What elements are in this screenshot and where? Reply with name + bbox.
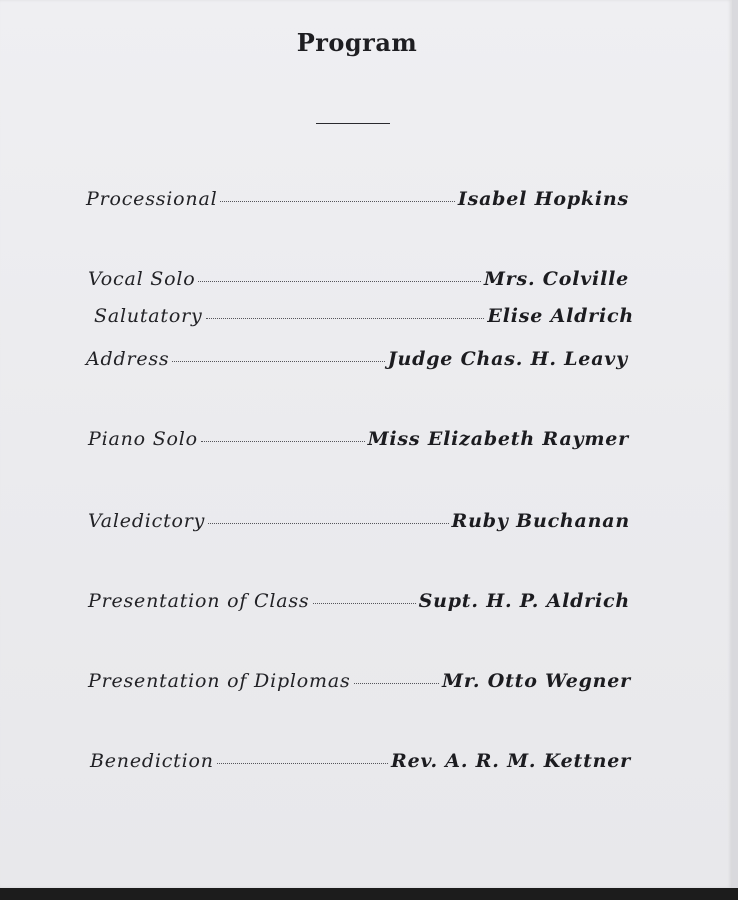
program-item-salutatory [94, 305, 634, 327]
title-divider [316, 123, 390, 124]
program-item-piano-solo [88, 428, 629, 450]
dot-leader [206, 318, 485, 319]
dot-leader [354, 683, 439, 684]
dot-leader [208, 523, 448, 524]
item-performer: Judge Chas. H. Leavy [387, 348, 628, 370]
item-performer: Isabel Hopkins [457, 188, 629, 210]
item-performer: Ruby Buchanan [451, 510, 630, 532]
item-part: Vocal Solo [88, 268, 196, 290]
program-item-benediction [90, 750, 631, 772]
program-item-valedictory [88, 510, 630, 532]
program-item-presentation-of-diplomas [88, 670, 631, 692]
item-part: Address [86, 348, 170, 370]
page-edge-right [732, 0, 738, 900]
item-performer: Elise Aldrich [487, 305, 634, 327]
item-performer: Mr. Otto Wegner [442, 670, 631, 692]
dot-leader [217, 763, 388, 764]
dot-leader [220, 201, 454, 202]
item-part: Benediction [90, 750, 214, 772]
item-part: Presentation of Diplomas [88, 670, 351, 692]
program-item-presentation-of-class [88, 590, 630, 612]
program-item-processional [86, 188, 629, 210]
program-item-vocal-solo [88, 268, 629, 290]
program-item-address [86, 348, 628, 370]
item-performer: Supt. H. P. Aldrich [418, 590, 630, 612]
page-edge-bottom [0, 888, 738, 900]
program-title: Program [296, 28, 418, 57]
item-performer: Mrs. Colville [483, 268, 629, 290]
item-part: Piano Solo [88, 428, 198, 450]
item-part: Valedictory [88, 510, 206, 532]
item-performer: Rev. A. R. M. Kettner [391, 750, 631, 772]
item-part: Processional [86, 188, 218, 210]
dot-leader [172, 361, 384, 362]
item-performer: Miss Elizabeth Raymer [367, 428, 629, 450]
dot-leader [198, 281, 480, 282]
dot-leader [313, 603, 416, 604]
item-part: Salutatory [94, 305, 203, 327]
item-part: Presentation of Class [88, 590, 310, 612]
dot-leader [201, 441, 365, 442]
